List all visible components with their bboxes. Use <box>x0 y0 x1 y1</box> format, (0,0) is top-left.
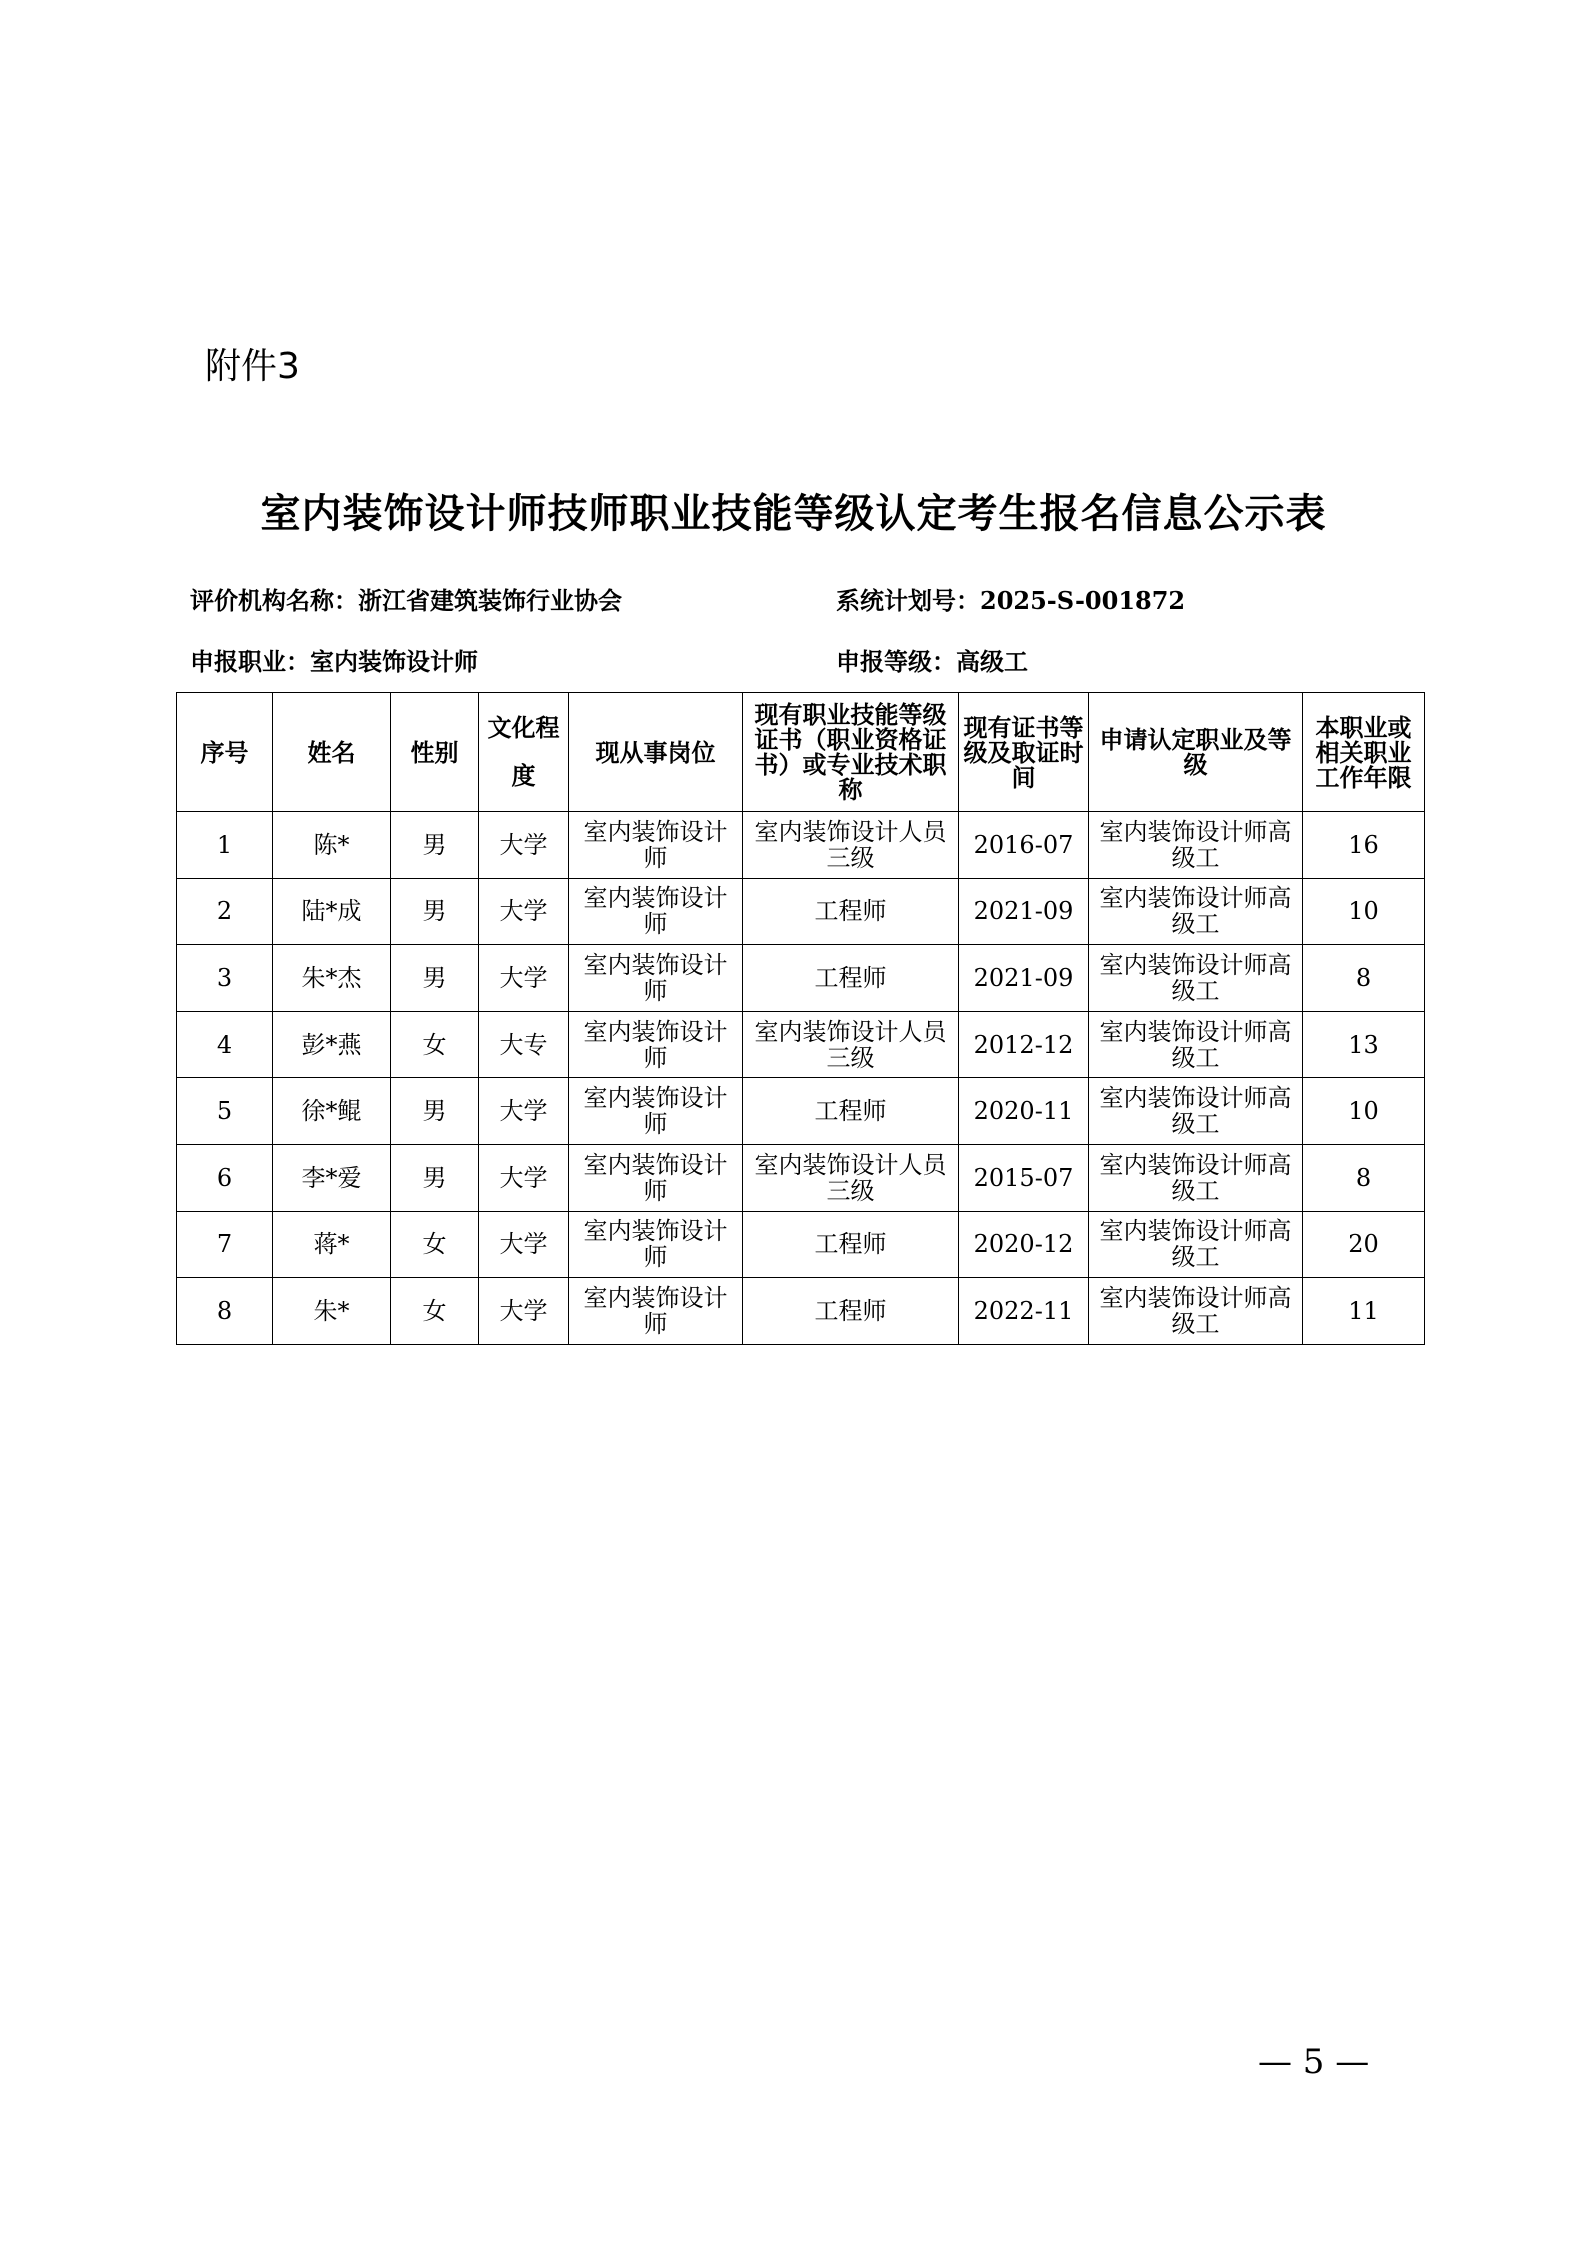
table-row <box>177 1011 1425 1078</box>
cell-certificate: 工程师 <box>743 1278 959 1345</box>
cell-position: 室内装饰设计师 <box>569 1211 743 1278</box>
cell-gender: 男 <box>391 945 479 1012</box>
table-row <box>177 878 1425 945</box>
cell-seq: 6 <box>177 1144 273 1211</box>
cell-apply: 室内装饰设计师高级工 <box>1089 1211 1303 1278</box>
cell-position: 室内装饰设计师 <box>569 1011 743 1078</box>
cell-position: 室内装饰设计师 <box>569 1278 743 1345</box>
cell-seq: 7 <box>177 1211 273 1278</box>
cell-certificate: 工程师 <box>743 878 959 945</box>
cell-certificate: 室内装饰设计人员三级 <box>743 1011 959 1078</box>
cell-cert-time: 2015-07 <box>959 1144 1089 1211</box>
cell-education: 大学 <box>479 812 569 879</box>
cell-seq: 1 <box>177 812 273 879</box>
cell-years: 13 <box>1303 1011 1425 1078</box>
document-title: 室内装饰设计师技师职业技能等级认定考生报名信息公示表 <box>260 490 1327 537</box>
cell-cert-time: 2012-12 <box>959 1011 1089 1078</box>
cell-education: 大学 <box>479 878 569 945</box>
table-row <box>177 812 1425 879</box>
cell-gender: 男 <box>391 878 479 945</box>
cell-education: 大学 <box>479 1278 569 1345</box>
cell-certificate: 室内装饰设计人员三级 <box>743 812 959 879</box>
cell-education: 大学 <box>479 945 569 1012</box>
declared-occupation-label: 申报职业： <box>190 647 310 676</box>
cell-seq: 8 <box>177 1278 273 1345</box>
declared-level <box>836 646 1028 678</box>
cell-seq: 5 <box>177 1078 273 1145</box>
cell-position: 室内装饰设计师 <box>569 945 743 1012</box>
cell-years: 10 <box>1303 878 1425 945</box>
declared-level-value: 高级工 <box>956 647 1028 676</box>
table-header-row <box>177 693 1425 812</box>
cell-name: 陈* <box>273 812 391 879</box>
declared-occupation <box>190 646 478 678</box>
header-education <box>479 693 569 812</box>
header-name: 姓名 <box>273 693 391 812</box>
header-seq: 序号 <box>177 693 273 812</box>
cell-position: 室内装饰设计师 <box>569 812 743 879</box>
cell-cert-time: 2016-07 <box>959 812 1089 879</box>
cell-apply: 室内装饰设计师高级工 <box>1089 812 1303 879</box>
cell-years: 8 <box>1303 1144 1425 1211</box>
system-plan-number <box>836 585 1185 617</box>
table-row <box>177 1211 1425 1278</box>
cell-apply: 室内装饰设计师高级工 <box>1089 1078 1303 1145</box>
page-number: — 5 — <box>1258 2042 1370 2082</box>
cell-apply: 室内装饰设计师高级工 <box>1089 945 1303 1012</box>
system-plan-label: 系统计划号： <box>836 586 980 615</box>
cell-education: 大学 <box>479 1144 569 1211</box>
cell-certificate: 室内装饰设计人员三级 <box>743 1144 959 1211</box>
cell-gender: 女 <box>391 1211 479 1278</box>
cell-seq: 3 <box>177 945 273 1012</box>
cell-gender: 女 <box>391 1278 479 1345</box>
cell-gender: 女 <box>391 1011 479 1078</box>
cell-seq: 4 <box>177 1011 273 1078</box>
cell-years: 20 <box>1303 1211 1425 1278</box>
cell-gender: 男 <box>391 812 479 879</box>
cell-position: 室内装饰设计师 <box>569 1078 743 1145</box>
cell-cert-time: 2020-12 <box>959 1211 1089 1278</box>
declared-level-label: 申报等级： <box>836 647 956 676</box>
cell-certificate: 工程师 <box>743 1078 959 1145</box>
cell-cert-time: 2021-09 <box>959 945 1089 1012</box>
evaluation-org <box>190 585 622 617</box>
cell-years: 16 <box>1303 812 1425 879</box>
cell-name: 徐*鲲 <box>273 1078 391 1145</box>
declared-occupation-value: 室内装饰设计师 <box>310 647 478 676</box>
cell-gender: 男 <box>391 1144 479 1211</box>
cell-name: 陆*成 <box>273 878 391 945</box>
evaluation-org-label: 评价机构名称： <box>190 586 358 615</box>
header-cert-time: 现有证书等级及取证时间 <box>959 693 1089 812</box>
cell-certificate: 工程师 <box>743 945 959 1012</box>
cell-name: 朱*杰 <box>273 945 391 1012</box>
cell-apply: 室内装饰设计师高级工 <box>1089 1011 1303 1078</box>
cell-cert-time: 2022-11 <box>959 1278 1089 1345</box>
header-apply-level: 申请认定职业及等级 <box>1089 693 1303 812</box>
header-education-label: 文化程度 <box>487 713 560 790</box>
cell-certificate: 工程师 <box>743 1211 959 1278</box>
cell-gender: 男 <box>391 1078 479 1145</box>
cell-years: 8 <box>1303 945 1425 1012</box>
cell-years: 11 <box>1303 1278 1425 1345</box>
cell-name: 蒋* <box>273 1211 391 1278</box>
cell-apply: 室内装饰设计师高级工 <box>1089 878 1303 945</box>
system-plan-value: 2025-S-001872 <box>980 586 1186 615</box>
cell-education: 大学 <box>479 1078 569 1145</box>
cell-education: 大专 <box>479 1011 569 1078</box>
attachment-label: 附件3 <box>205 346 300 387</box>
cell-name: 李*爱 <box>273 1144 391 1211</box>
table-row <box>177 1144 1425 1211</box>
cell-education: 大学 <box>479 1211 569 1278</box>
table-row <box>177 1278 1425 1345</box>
cell-cert-time: 2021-09 <box>959 878 1089 945</box>
candidate-table <box>176 692 1425 1345</box>
cell-position: 室内装饰设计师 <box>569 878 743 945</box>
cell-name: 朱* <box>273 1278 391 1345</box>
header-current-position: 现从事岗位 <box>569 693 743 812</box>
cell-years: 10 <box>1303 1078 1425 1145</box>
cell-seq: 2 <box>177 878 273 945</box>
cell-apply: 室内装饰设计师高级工 <box>1089 1144 1303 1211</box>
cell-position: 室内装饰设计师 <box>569 1144 743 1211</box>
header-current-certificate: 现有职业技能等级证书（职业资格证书）或专业技术职称 <box>743 693 959 812</box>
cell-apply: 室内装饰设计师高级工 <box>1089 1278 1303 1345</box>
cell-name: 彭*燕 <box>273 1011 391 1078</box>
table-row <box>177 1078 1425 1145</box>
cell-cert-time: 2020-11 <box>959 1078 1089 1145</box>
header-gender: 性别 <box>391 693 479 812</box>
header-work-years: 本职业或相关职业工作年限 <box>1303 693 1425 812</box>
table-row <box>177 945 1425 1012</box>
evaluation-org-value: 浙江省建筑装饰行业协会 <box>358 586 622 615</box>
